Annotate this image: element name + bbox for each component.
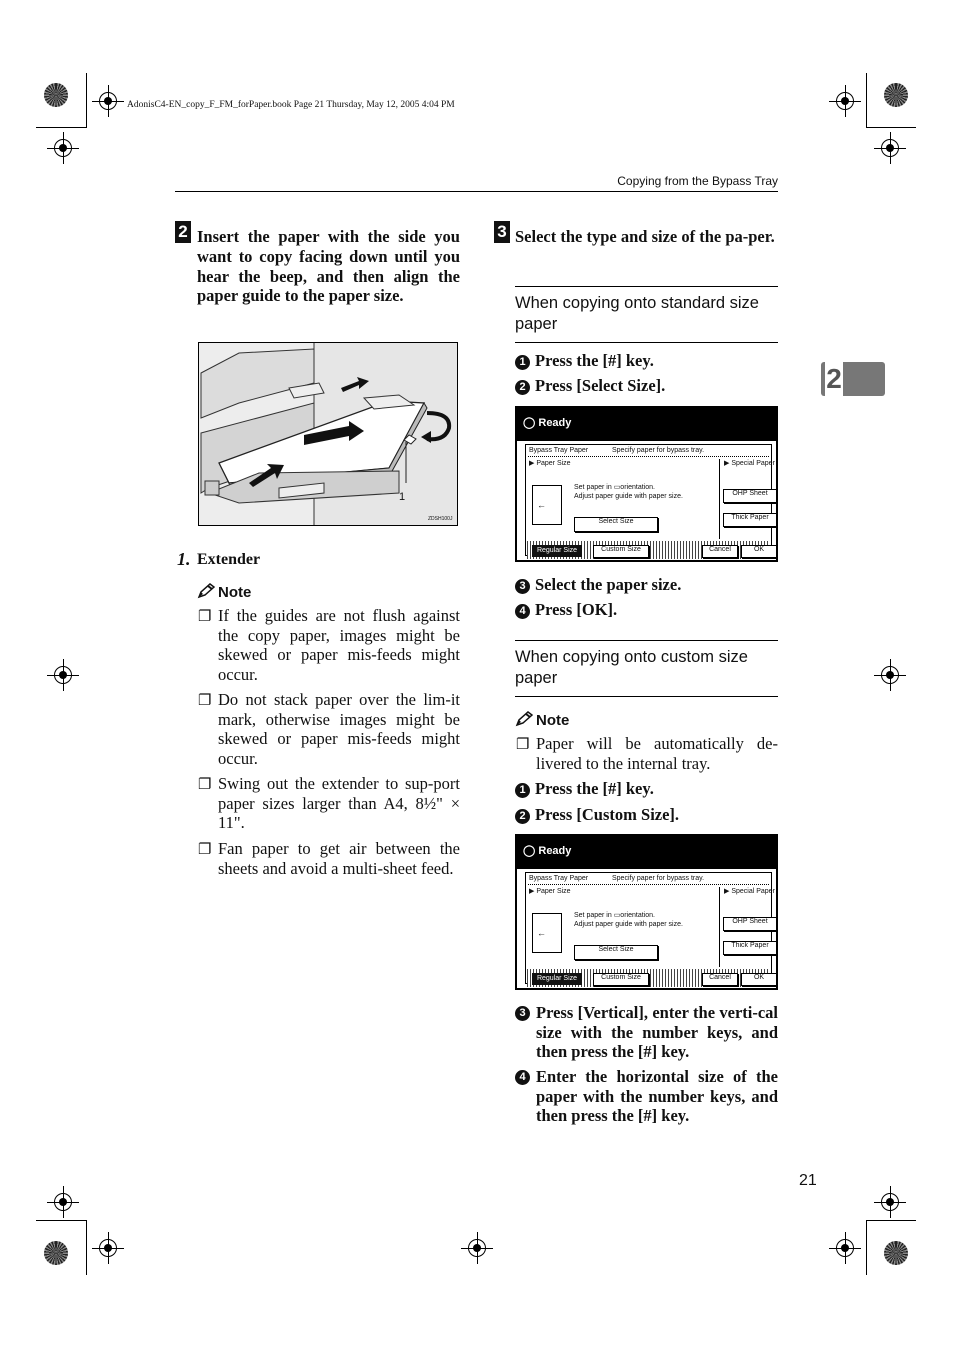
section-heading: When copying onto custom size paper (515, 648, 748, 687)
cancel-button[interactable]: Cancel (702, 973, 738, 986)
registration-mark-icon (54, 1193, 72, 1211)
dialog-subtitle: Specify paper for bypass tray. (612, 875, 705, 882)
substep: 3 Select the paper size. (515, 575, 778, 595)
registration-mark-icon (54, 666, 72, 684)
copier-screen (515, 406, 778, 562)
registration-star-icon (44, 83, 68, 107)
substep-text: Press [Select Size]. (535, 376, 666, 395)
legend-text: Extender (197, 551, 261, 568)
registration-mark-icon (99, 92, 117, 110)
bypass-tray-illustration (198, 342, 458, 526)
note-bullet: ❐ (198, 693, 212, 709)
note-bullet: ❐ (198, 777, 212, 793)
ok-button[interactable]: OK (741, 545, 777, 558)
dialog-title: Bypass Tray Paper (529, 875, 589, 882)
running-head: Copying from the Bypass Tray (617, 174, 778, 188)
ohp-sheet-button[interactable]: OHP Sheet (723, 489, 777, 503)
note-item: Fan paper to get air between the sheets and avoid a multi-sheet feed. (218, 839, 460, 878)
substep-text: Press [OK]. (535, 600, 618, 619)
note-bullet: ❐ (198, 609, 212, 625)
custom-size-tab[interactable]: Custom Size (593, 545, 649, 558)
thick-paper-button[interactable]: Thick Paper (723, 941, 777, 955)
section-heading: When copying onto standard size paper (515, 294, 759, 333)
registration-star-icon (884, 1241, 908, 1265)
substep: 4 Enter the horizontal size of the paper with the number keys, and then press the [#] key. (515, 1067, 778, 1126)
status-bar: ◯ Ready (517, 836, 776, 869)
status-text: Ready (538, 845, 572, 857)
substep: 4 Press [OK]. (515, 600, 778, 620)
registration-star-icon (884, 83, 908, 107)
registration-star-icon (44, 1241, 68, 1265)
registration-mark-icon (836, 92, 854, 110)
custom-size-tab[interactable]: Custom Size (593, 973, 649, 986)
tray-icon: ← (532, 913, 562, 953)
substep-text: Enter the horizontal size of the paper with the number keys, and then press the [#] key. (536, 1067, 778, 1126)
step-text: Insert the paper with the side you want to copy facing down until you hear the beep, and then align the paper guide to the paper size. (197, 227, 460, 306)
substep-text: Press the [#] key. (535, 779, 654, 798)
special-paper-label: ▶ Special Paper (724, 460, 775, 467)
section-rule (515, 286, 778, 287)
message-line: Adjust paper guide with paper size. (574, 921, 683, 928)
regular-size-tab[interactable]: Regular Size (532, 545, 582, 557)
dialog-title: Bypass Tray Paper (529, 447, 589, 454)
regular-size-tab[interactable]: Regular Size (532, 973, 582, 985)
step-number: 2 (175, 221, 191, 243)
status-text: Ready (538, 417, 572, 429)
section-rule (515, 640, 778, 641)
copier-screen (515, 834, 778, 990)
dialog (525, 444, 775, 556)
message-line: Set paper in ▭orientation. (574, 912, 655, 919)
figure-callout: 1 (399, 491, 406, 503)
substep-text: Press [Custom Size]. (535, 805, 680, 824)
substep-text: Press [Vertical], enter the verti-cal size with the number keys, and then press the [#] key. (536, 1003, 778, 1062)
select-size-button[interactable]: Select Size (574, 945, 658, 960)
substep: 1 Press the [#] key. (515, 779, 778, 799)
substep: 2 Press [Custom Size]. (515, 805, 778, 825)
legend-number: 1. (177, 549, 191, 569)
pencil-icon (197, 583, 215, 604)
substep-text: Press the [#] key. (535, 351, 654, 370)
registration-mark-icon (881, 139, 899, 157)
note-item: Swing out the extender to sup-port paper sizes larger than A4, 8½" × 11". (218, 774, 460, 833)
substep: 2 Press [Select Size]. (515, 376, 778, 396)
header-rule (175, 191, 778, 192)
paper-size-label: ▶ Paper Size (529, 460, 571, 467)
note-bullet: ❐ (516, 737, 530, 753)
chapter-tab (821, 362, 885, 396)
paper-size-label: ▶ Paper Size (529, 888, 571, 895)
message-line: Set paper in ▭orientation. (574, 484, 655, 491)
dialog (525, 872, 775, 984)
note-title: Note (218, 584, 252, 601)
pencil-icon (515, 711, 533, 732)
registration-mark-icon (468, 1239, 486, 1257)
print-header: AdonisC4-EN_copy_F_FM_forPaper.book Page 21 Thursday, May 12, 2005 4:04 PM (127, 100, 455, 110)
status-bar: ◯ Ready (517, 408, 776, 441)
section-rule (515, 696, 778, 697)
dialog-subtitle: Specify paper for bypass tray. (612, 447, 705, 454)
ok-button[interactable]: OK (741, 973, 777, 986)
registration-mark-icon (881, 1193, 899, 1211)
tray-icon: ← (532, 485, 562, 525)
tray-drawing (199, 343, 457, 525)
figure-code: ZDSH100J (428, 516, 453, 522)
page-number: 21 (799, 1172, 817, 1189)
substep-text: Select the paper size. (535, 575, 682, 594)
registration-mark-icon (54, 139, 72, 157)
substep: 3 Press [Vertical], enter the verti-cal size with the number keys, and then press the [#] key. (515, 1003, 778, 1062)
ohp-sheet-button[interactable]: OHP Sheet (723, 917, 777, 931)
registration-mark-icon (836, 1239, 854, 1257)
note-item: If the guides are not flush against the copy paper, images might be skewed or paper mis-feeds might occur. (218, 606, 460, 684)
note-title: Note (536, 712, 570, 729)
step-number: 3 (494, 221, 510, 243)
note-item: Paper will be automatically de-livered to the internal tray. (536, 734, 778, 773)
special-paper-label: ▶ Special Paper (724, 888, 775, 895)
substep: 1 Press the [#] key. (515, 351, 778, 371)
message-line: Adjust paper guide with paper size. (574, 493, 683, 500)
select-size-button[interactable]: Select Size (574, 517, 658, 532)
note-item: Do not stack paper over the lim-it mark, otherwise images might be skewed or paper mis-feeds might occur. (218, 690, 460, 768)
registration-mark-icon (99, 1239, 117, 1257)
registration-mark-icon (881, 666, 899, 684)
thick-paper-button[interactable]: Thick Paper (723, 513, 777, 527)
step-text: Select the type and size of the pa-per. (515, 227, 775, 246)
section-rule (515, 342, 778, 343)
note-bullet: ❐ (198, 842, 212, 858)
cancel-button[interactable]: Cancel (702, 545, 738, 558)
chapter-number: 2 (826, 363, 842, 394)
